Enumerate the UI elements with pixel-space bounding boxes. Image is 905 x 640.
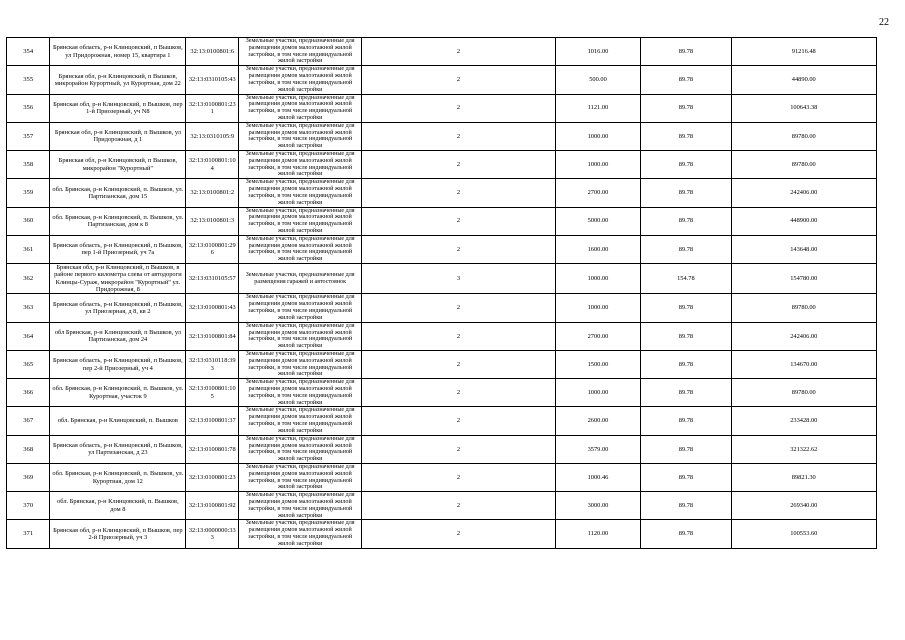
land-use-cell: Земельные участки, предназначенные для размещения домов малоэтажной жилой застройки, в том числе индивидуальной жилой застройки [239, 94, 362, 122]
land-use-cell: Земельные участки, предназначенные для размещения домов малоэтажной жилой застройки, в том числе индивидуальной жилой застройки [239, 122, 362, 150]
area-cell: 1000.00 [555, 122, 641, 150]
land-use-cell: Земельные участки, предназначенные для размещения домов малоэтажной жилой застройки, в том числе индивидуальной жилой застройки [239, 492, 362, 520]
row-number-cell: 370 [7, 492, 50, 520]
land-use-cell: Земельные участки, предназначенные для размещения домов малоэтажной жилой застройки, в том числе индивидуальной жилой застройки [239, 379, 362, 407]
group-cell: 2 [362, 492, 555, 520]
land-use-cell: Земельные участки, предназначенные для размещения домов малоэтажной жилой застройки, в том числе индивидуальной жилой застройки [239, 179, 362, 207]
group-cell: 2 [362, 235, 555, 263]
area-cell: 1000.00 [555, 151, 641, 179]
area-cell: 1120.00 [555, 520, 641, 548]
land-registry-table [6, 37, 877, 549]
table-row [7, 435, 877, 463]
cadastral-number-cell: 32:13:0100801:2 [186, 179, 239, 207]
land-use-cell: Земельные участки, предназначенные для размещения домов малоэтажной жилой застройки, в том числе индивидуальной жилой застройки [239, 322, 362, 350]
group-cell: 2 [362, 66, 555, 94]
table-row [7, 350, 877, 378]
cadastral-number-cell: 32:13:0100801:296 [186, 235, 239, 263]
group-cell: 2 [362, 463, 555, 491]
row-number-cell: 364 [7, 322, 50, 350]
area-cell: 2700.00 [555, 322, 641, 350]
cadastral-value-cell: 91216.48 [731, 38, 876, 66]
group-cell: 2 [362, 151, 555, 179]
land-use-cell: Земельные участки, предназначенные для размещения домов малоэтажной жилой застройки, в том числе индивидуальной жилой застройки [239, 407, 362, 435]
cadastral-value-cell: 269340.00 [731, 492, 876, 520]
cadastral-number-cell: 32:13:0100801:84 [186, 322, 239, 350]
land-use-cell: Земельные участки, предназначенные для размещения домов малоэтажной жилой застройки, в том числе индивидуальной жилой застройки [239, 350, 362, 378]
group-cell: 2 [362, 350, 555, 378]
cadastral-number-cell: 32:13:0310105:9 [186, 122, 239, 150]
cadastral-number-cell: 32:13:0100801:6 [186, 38, 239, 66]
row-number-cell: 361 [7, 235, 50, 263]
address-cell: Брянская область, р-н Клинцовский, п Вышков, ул Партизанская, д 23 [50, 435, 186, 463]
cadastral-value-cell: 100643.38 [731, 94, 876, 122]
address-cell: Брянская обл, р-н Клинцовский, п Вышков, пер 2-й Приозерный, уч 3 [50, 520, 186, 548]
group-cell: 2 [362, 38, 555, 66]
cadastral-value-cell: 89780.00 [731, 122, 876, 150]
rate-cell: 89.78 [641, 463, 731, 491]
table-row [7, 66, 877, 94]
address-cell: Брянская обл, р-н Клинцовский, п Вышков, пер 1-й Приозерный, уч N8 [50, 94, 186, 122]
rate-cell: 89.78 [641, 66, 731, 94]
address-cell: Брянская область, р-н Клинцовский, п Вышков, ул Приозерная, д 8, кв 2 [50, 294, 186, 322]
table-row [7, 379, 877, 407]
row-number-cell: 363 [7, 294, 50, 322]
address-cell: Брянская обл, р-н Клинцовский, п Вышков, микрорайон "Курортный" [50, 151, 186, 179]
cadastral-number-cell: 32:13:0310105:43 [186, 66, 239, 94]
cadastral-value-cell: 100553.60 [731, 520, 876, 548]
area-cell: 2700.00 [555, 179, 641, 207]
table-row [7, 294, 877, 322]
table-row [7, 463, 877, 491]
area-cell: 1000.46 [555, 463, 641, 491]
row-number-cell: 357 [7, 122, 50, 150]
rate-cell: 89.78 [641, 407, 731, 435]
cadastral-value-cell: 233428.00 [731, 407, 876, 435]
rate-cell: 89.78 [641, 179, 731, 207]
table-row [7, 407, 877, 435]
cadastral-number-cell: 32:13:0000000:333 [186, 520, 239, 548]
table-row [7, 322, 877, 350]
row-number-cell: 365 [7, 350, 50, 378]
area-cell: 1600.00 [555, 235, 641, 263]
rate-cell: 89.78 [641, 235, 731, 263]
cadastral-number-cell: 32:13:0100801:92 [186, 492, 239, 520]
area-cell: 2600.00 [555, 407, 641, 435]
cadastral-number-cell: 32:13:0100801:43 [186, 294, 239, 322]
address-cell: Брянская обл, р-н Клинцовский, п Вышков, микрорайон Курортный, ул Курортная, дом 22 [50, 66, 186, 94]
row-number-cell: 358 [7, 151, 50, 179]
address-cell: обл. Брянская, р-н Клинцовский, п. Вышков [50, 407, 186, 435]
row-number-cell: 367 [7, 407, 50, 435]
cadastral-number-cell: 32:13:0100801:37 [186, 407, 239, 435]
land-use-cell: Земельные участки, предназначенные для размещения домов малоэтажной жилой застройки, в том числе индивидуальной жилой застройки [239, 294, 362, 322]
land-use-cell: Земельные участки, предназначенные для размещения домов малоэтажной жилой застройки, в том числе индивидуальной жилой застройки [239, 207, 362, 235]
row-number-cell: 368 [7, 435, 50, 463]
land-use-cell: Земельные участки, предназначенные для размещения домов малоэтажной жилой застройки, в том числе индивидуальной жилой застройки [239, 151, 362, 179]
table-row [7, 264, 877, 294]
cadastral-number-cell: 32:13:0100801:231 [186, 94, 239, 122]
row-number-cell: 369 [7, 463, 50, 491]
land-use-cell: Земельные участки, предназначенные для размещения домов малоэтажной жилой застройки, в том числе индивидуальной жилой застройки [239, 38, 362, 66]
area-cell: 1000.00 [555, 264, 641, 294]
cadastral-number-cell: 32:13:0100801:78 [186, 435, 239, 463]
address-cell: обл. Брянская, р-н Клинцовский, п. Вышков, ул. Партизанская, дом 15 [50, 179, 186, 207]
cadastral-value-cell: 242406.00 [731, 179, 876, 207]
rate-cell: 89.78 [641, 492, 731, 520]
row-number-cell: 356 [7, 94, 50, 122]
table-row [7, 94, 877, 122]
cadastral-value-cell: 89821.30 [731, 463, 876, 491]
cadastral-value-cell: 89780.00 [731, 379, 876, 407]
page-number: 22 [879, 17, 889, 28]
area-cell: 1000.00 [555, 379, 641, 407]
cadastral-value-cell: 89780.00 [731, 151, 876, 179]
table-row [7, 151, 877, 179]
cadastral-value-cell: 89780.00 [731, 294, 876, 322]
address-cell: обл. Брянская, р-н Клинцовский, п. Вышков, ул. Курортная, дом 12 [50, 463, 186, 491]
address-cell: обл. Брянская, р-н Клинцовский, п. Вышков, ул. Курортная, участок 9 [50, 379, 186, 407]
cadastral-number-cell: 32:13:0100801:105 [186, 379, 239, 407]
land-use-cell: Земельные участки, предназначенные для размещения гаражей и автостоянок [239, 264, 362, 294]
group-cell: 2 [362, 179, 555, 207]
cadastral-value-cell: 448900.00 [731, 207, 876, 235]
table-row [7, 235, 877, 263]
cadastral-value-cell: 143648.00 [731, 235, 876, 263]
address-cell: Брянская область, р-н Клинцовский, п Вышков, пер 2-й Приозерный, уч 4 [50, 350, 186, 378]
rate-cell: 89.78 [641, 520, 731, 548]
address-cell: обл. Брянская, р-н Клинцовский, п. Вышков, дом 8 [50, 492, 186, 520]
cadastral-value-cell: 134670.00 [731, 350, 876, 378]
table-body [7, 38, 877, 549]
cadastral-value-cell: 154780.00 [731, 264, 876, 294]
row-number-cell: 371 [7, 520, 50, 548]
cadastral-value-cell: 321322.62 [731, 435, 876, 463]
area-cell: 5000.00 [555, 207, 641, 235]
cadastral-number-cell: 32:13:0100801:104 [186, 151, 239, 179]
row-number-cell: 354 [7, 38, 50, 66]
group-cell: 2 [362, 294, 555, 322]
rate-cell: 89.78 [641, 207, 731, 235]
address-cell: Брянская область, р-н Клинцовский, п Вышков, ул Придорожная, номер 15, квартира 1 [50, 38, 186, 66]
area-cell: 1000.00 [555, 294, 641, 322]
group-cell: 2 [362, 207, 555, 235]
cadastral-number-cell: 32:13:0100801:23 [186, 463, 239, 491]
area-cell: 500.00 [555, 66, 641, 94]
land-use-cell: Земельные участки, предназначенные для размещения домов малоэтажной жилой застройки, в том числе индивидуальной жилой застройки [239, 463, 362, 491]
table-row [7, 520, 877, 548]
rate-cell: 89.78 [641, 350, 731, 378]
group-cell: 2 [362, 435, 555, 463]
rate-cell: 89.78 [641, 151, 731, 179]
table-row [7, 122, 877, 150]
area-cell: 1121.00 [555, 94, 641, 122]
table-row [7, 492, 877, 520]
area-cell: 3000.00 [555, 492, 641, 520]
rate-cell: 89.78 [641, 38, 731, 66]
rate-cell: 89.78 [641, 122, 731, 150]
group-cell: 2 [362, 122, 555, 150]
address-cell: Брянская обл, р-н Клинцовский, п Вышков, ул Придорожная, д 1 [50, 122, 186, 150]
rate-cell: 89.78 [641, 435, 731, 463]
group-cell: 2 [362, 407, 555, 435]
address-cell: обл. Брянская, р-н Клинцовский, п. Вышков, ул. Партизанская, дом к 8 [50, 207, 186, 235]
table-row [7, 179, 877, 207]
rate-cell: 89.78 [641, 322, 731, 350]
address-cell: Брянская область, р-н Клинцовский, п Вышков, пер 1-й Приозерный, уч 7а [50, 235, 186, 263]
cadastral-value-cell: 242406.00 [731, 322, 876, 350]
group-cell: 2 [362, 379, 555, 407]
rate-cell: 89.78 [641, 379, 731, 407]
row-number-cell: 360 [7, 207, 50, 235]
land-use-cell: Земельные участки, предназначенные для размещения домов малоэтажной жилой застройки, в том числе индивидуальной жилой застройки [239, 520, 362, 548]
table-row [7, 38, 877, 66]
row-number-cell: 359 [7, 179, 50, 207]
table-row [7, 207, 877, 235]
land-use-cell: Земельные участки, предназначенные для размещения домов малоэтажной жилой застройки, в том числе индивидуальной жилой застройки [239, 66, 362, 94]
address-cell: Брянская обл, р-н Клинцовский, п Вышков, в районе первого километра слева от автодороги Клинцы-Сураж, микрорайон "Курортный" ул. Придорожная, 8 [50, 264, 186, 294]
area-cell: 3579.00 [555, 435, 641, 463]
rate-cell: 89.78 [641, 294, 731, 322]
cadastral-number-cell: 32:13:0100801:3 [186, 207, 239, 235]
row-number-cell: 355 [7, 66, 50, 94]
group-cell: 2 [362, 94, 555, 122]
area-cell: 1500.00 [555, 350, 641, 378]
address-cell: обл Брянская, р-н Клинцовский, п Вышков, ул Партизанская, дом 24 [50, 322, 186, 350]
group-cell: 2 [362, 520, 555, 548]
land-use-cell: Земельные участки, предназначенные для размещения домов малоэтажной жилой застройки, в том числе индивидуальной жилой застройки [239, 435, 362, 463]
rate-cell: 89.78 [641, 94, 731, 122]
row-number-cell: 362 [7, 264, 50, 294]
land-use-cell: Земельные участки, предназначенные для размещения домов малоэтажной жилой застройки, в том числе индивидуальной жилой застройки [239, 235, 362, 263]
cadastral-number-cell: 32:13:0310118:393 [186, 350, 239, 378]
area-cell: 1016.00 [555, 38, 641, 66]
cadastral-number-cell: 32:13:0310105:57 [186, 264, 239, 294]
row-number-cell: 366 [7, 379, 50, 407]
cadastral-value-cell: 44890.00 [731, 66, 876, 94]
rate-cell: 154.78 [641, 264, 731, 294]
group-cell: 2 [362, 322, 555, 350]
group-cell: 3 [362, 264, 555, 294]
